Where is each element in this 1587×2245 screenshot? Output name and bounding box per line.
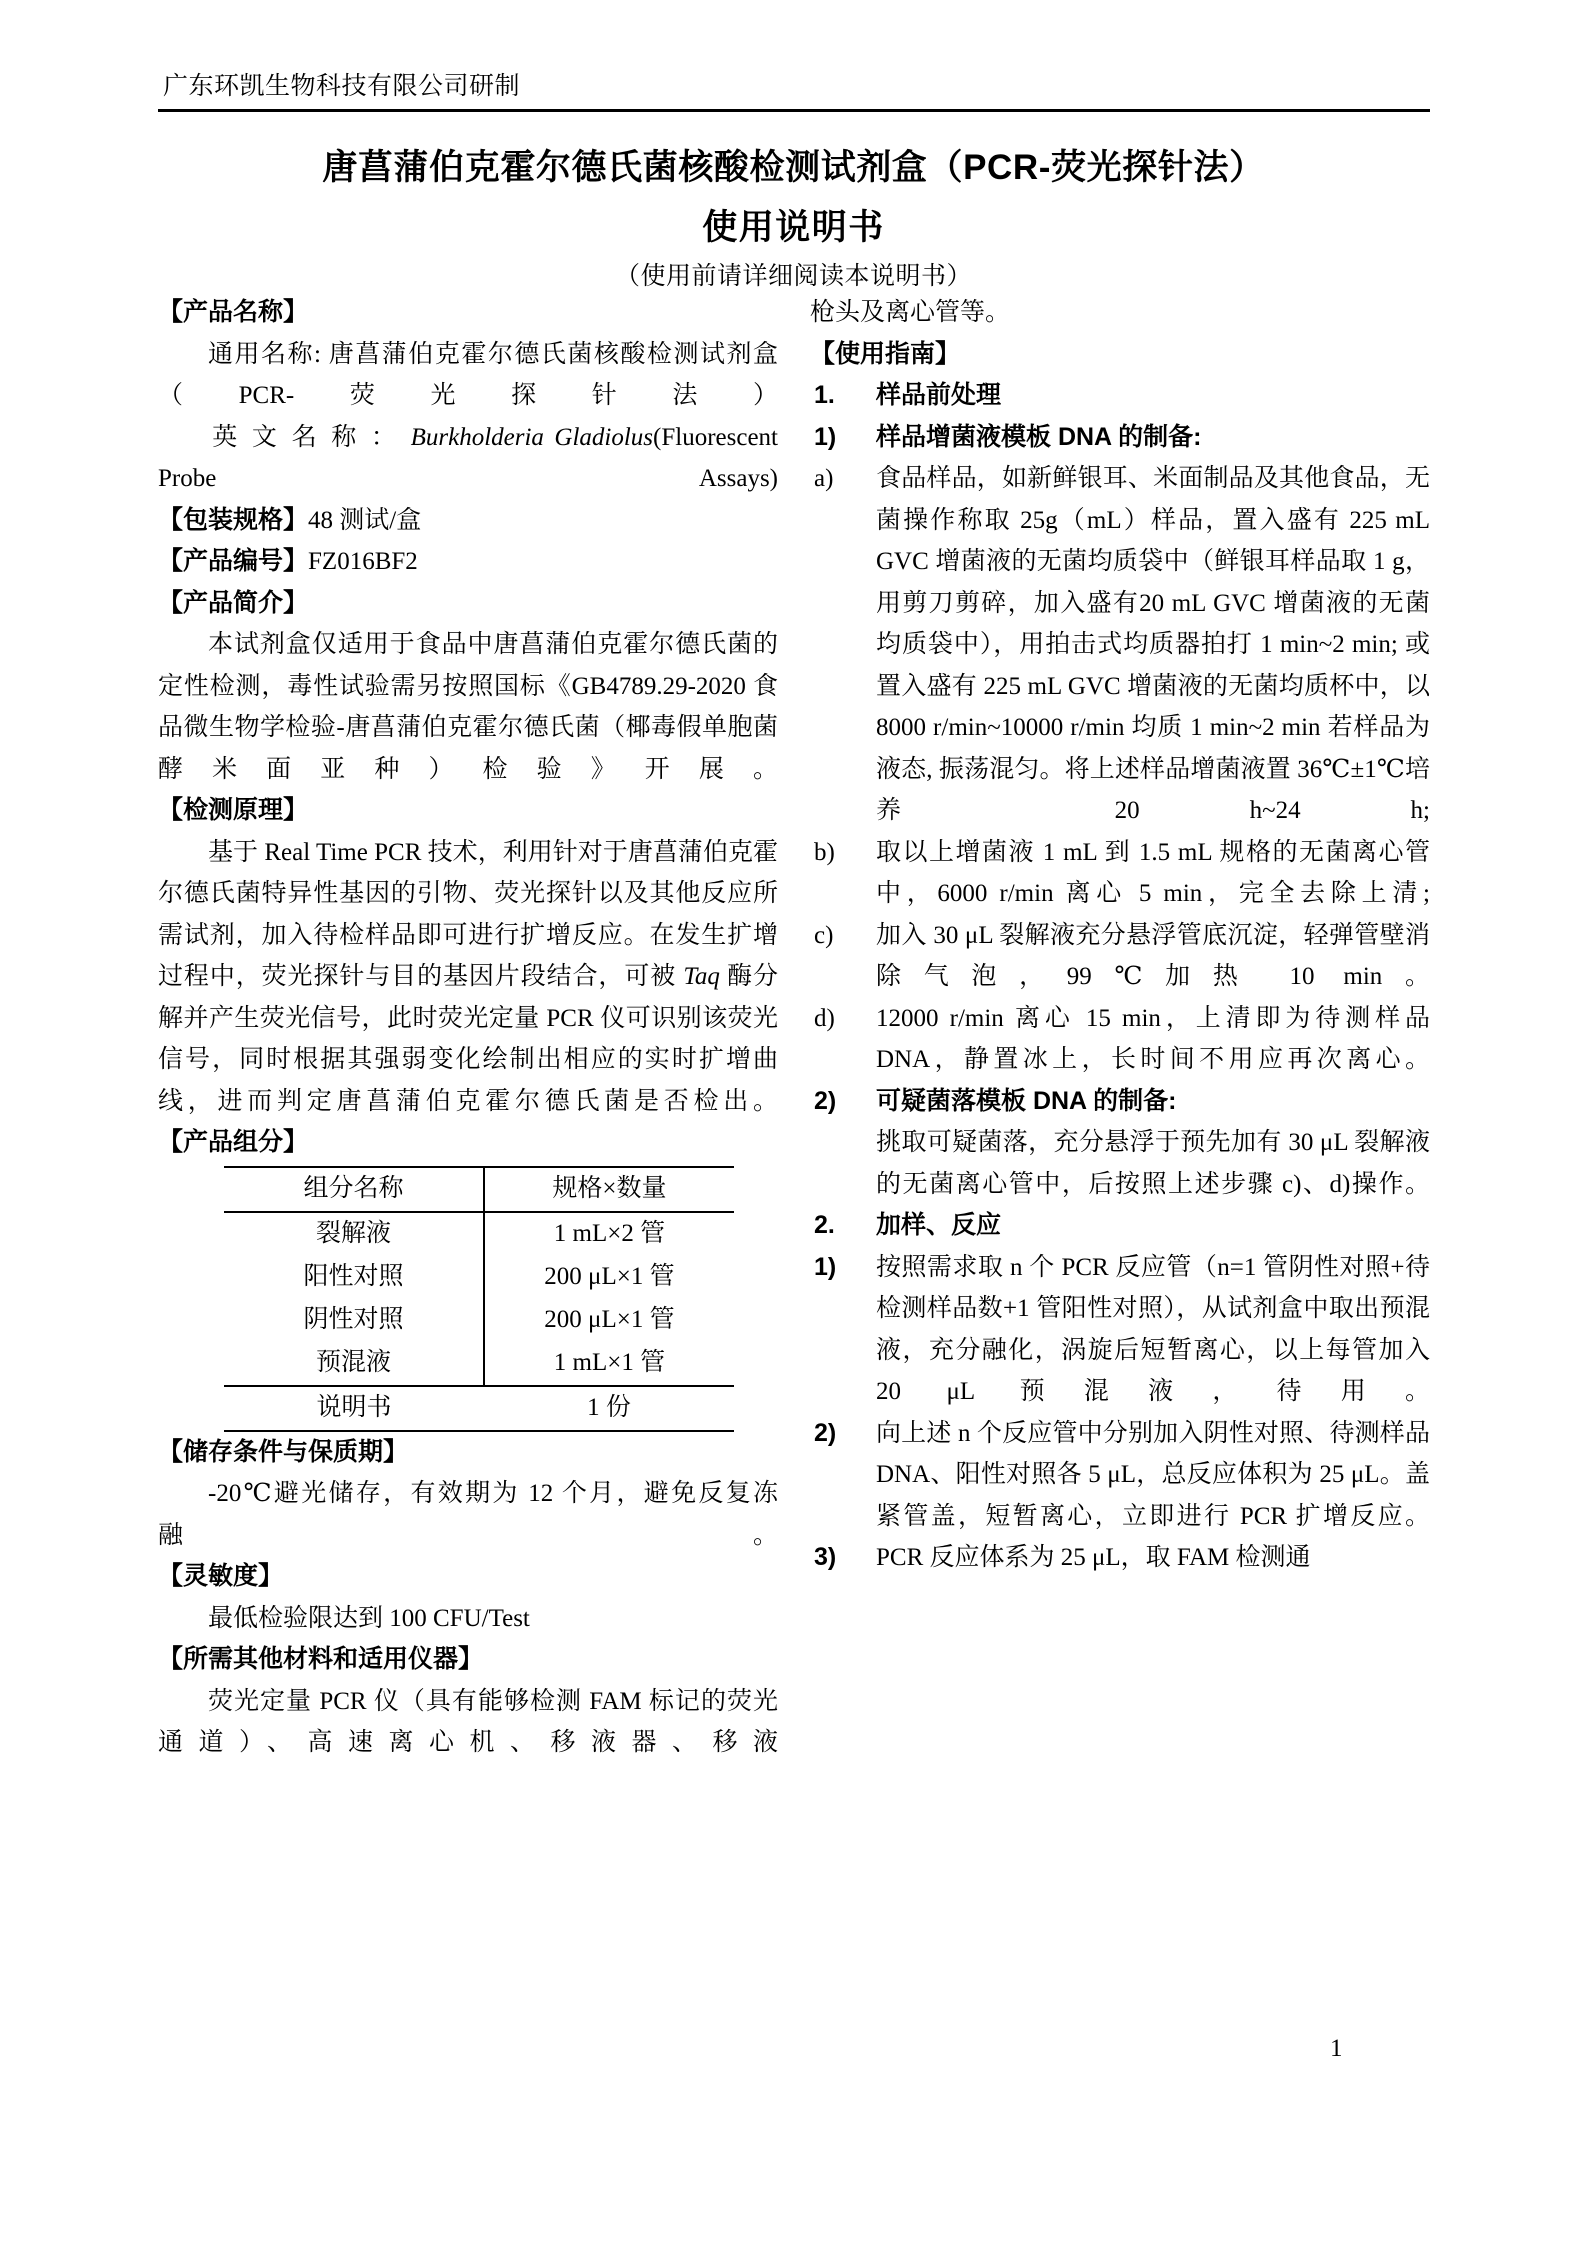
component-name: 预混液 <box>224 1342 484 1386</box>
materials-text: 荧光定量 PCR 仪（具有能够检测 FAM 标记的荧光通道）、高速离心机、移液器、移液 <box>158 1687 778 1756</box>
guide-subsection-1-2-number: 2) <box>814 1086 837 1115</box>
guide-item-d-marker: d) <box>814 1004 835 1032</box>
table-row <box>224 1212 734 1256</box>
page-note: （使用前请详细阅读本说明书） <box>614 263 972 290</box>
english-name-genus: Burkholderia <box>410 423 544 451</box>
guide-section-2-label: 加样、反应 <box>876 1211 1002 1239</box>
guide-subsection-1-1-number: 1) <box>814 422 837 451</box>
page-title: 唐菖蒲伯克霍尔德氏菌核酸检测试剂盒（PCR-荧光探针法） <box>322 148 1265 187</box>
english-name-label: 英 文 名 称 ： <box>208 423 401 451</box>
guide-subsection-1-2 <box>810 1081 1430 1123</box>
product-intro-text: 本试剂盒仅适用于食品中唐菖蒲伯克霍尔德氏菌的定性检测，毒性试验需另按照国标《GB4789.29-2020 食品微生物学检验-唐菖蒲伯克霍尔德氏菌（椰毒假单胞菌酵米面亚种）检验》开展。 <box>158 631 778 783</box>
table-row <box>224 1299 734 1342</box>
guide-step-3 <box>810 1537 1430 1579</box>
guide-section-2-number: 2. <box>814 1211 835 1239</box>
guide-item-b <box>810 832 1430 915</box>
section-heading-intro: 【产品简介】 <box>158 588 309 617</box>
guide-item-c-marker: c) <box>814 921 834 949</box>
english-name-suffix: (Fluorescent Probe Assays) <box>158 423 778 492</box>
component-spec: 200 μL×1 管 <box>544 1305 675 1333</box>
guide-item-c <box>810 915 1430 998</box>
guide-step-1-marker: 1) <box>814 1252 837 1281</box>
product-code-value: FZ016BF2 <box>308 548 418 575</box>
product-generic-name: 通用名称: 唐菖蒲伯克霍尔德氏菌核酸检测试剂盒（PCR-荧光探针法） <box>158 340 778 409</box>
section-heading-sensitivity: 【灵敏度】 <box>158 1562 284 1590</box>
guide-step-2 <box>810 1413 1430 1538</box>
section-heading-code: 【产品编号】 <box>158 547 309 575</box>
right-column <box>810 292 1430 1764</box>
left-column <box>158 292 778 1764</box>
guide-item-b-text: 取以上增菌液 1 mL 到 1.5 mL 规格的无菌离心管中，6000 r/min 离心 5 min，完全去除上清; <box>876 838 1430 907</box>
guide-subsection-1-1 <box>810 417 1430 459</box>
section-heading-storage: 【储存条件与保质期】 <box>158 1437 409 1466</box>
section-heading-product-name: 【产品名称】 <box>158 298 309 326</box>
principle-part-1: 基于 Real Time PCR 技术，利用针对于唐菖蒲伯克霍尔德氏菌特异性基因的引物、荧光探针以及其他反应所需试剂，加入待检样品即可进行扩增反应。在发生扩增过程中，荧光探针与目的基因片段结合，可被 <box>158 838 778 990</box>
guide-item-c-text: 加入 30 μL 裂解液充分悬浮管底沉淀，轻弹管壁消除气泡，99℃加热 10 min。 <box>876 921 1430 990</box>
page-header <box>158 70 1430 112</box>
materials-text-continued: 枪头及离心管等。 <box>810 299 1011 326</box>
packaging-spec <box>158 500 778 542</box>
guide-section-1-label: 样品前处理 <box>876 381 1002 409</box>
section-heading-composition: 【产品组分】 <box>158 1128 309 1156</box>
section-heading-spec: 【包装规格】 <box>158 505 309 534</box>
detection-principle-text <box>158 832 778 1123</box>
body-columns <box>158 292 1430 1764</box>
guide-step-1-text: 按照需求取 n 个 PCR 反应管（n=1 管阴性对照+待检测样品数+1 管阳性对照），从试剂盒中取出预混液，充分融化，涡旋后短暂离心，以上每管加入 20 μL 预混液，待用。 <box>876 1253 1430 1405</box>
section-heading-guide: 【使用指南】 <box>810 339 961 368</box>
guide-item-d <box>810 998 1430 1081</box>
guide-subsection-1-1-label: 样品增菌液模板 DNA 的制备: <box>876 422 1202 451</box>
storage-text: -20℃避光储存，有效期为 12 个月，避免反复冻融。 <box>158 1480 778 1549</box>
guide-item-a-text: 食品样品，如新鲜银耳、米面制品及其他食品，无菌操作称取 25g（mL）样品，置入盛有 225 mL GVC 增菌液的无菌均质袋中（鲜银耳样品取 1 g，用剪刀剪碎，加入盛有20 mL GVC 增菌液的无菌均质袋中），用拍击式均质器拍打 1 min~2 min; 或置入盛有 225 mL GVC 增菌液的无菌均质杯中，以 8000 r/min~10000 r/min 均质 1 min~2 min 若样品为液态, 振荡混匀。将上述样品增菌液置 36℃±1℃培养 20 h~24 h; <box>876 465 1430 824</box>
guide-subsection-1-2-body-row <box>810 1122 1430 1205</box>
column-header-spec: 规格×数量 <box>484 1167 734 1212</box>
composition-table <box>224 1166 734 1432</box>
component-name: 阳性对照 <box>224 1256 484 1299</box>
component-name: 裂解液 <box>224 1212 484 1256</box>
guide-item-d-text: 12000 r/min 离心 15 min，上清即为待测样品 DNA，静置冰上，长时间不用应再次离心。 <box>876 1004 1430 1073</box>
header-company-name: 广东环凯生物科技有限公司研制 <box>163 73 521 100</box>
guide-item-a <box>810 458 1430 832</box>
component-spec: 1 mL×2 管 <box>553 1219 666 1247</box>
product-code <box>158 541 778 583</box>
guide-step-2-text: 向上述 n 个反应管中分别加入阴性对照、待测样品 DNA、阳性对照各 5 μL，总反应体积为 25 μL。盖紧管盖，短暂离心，立即进行 PCR 扩增反应。 <box>876 1419 1430 1530</box>
page-subtitle: 使用说明书 <box>702 208 885 247</box>
table-row <box>224 1342 734 1386</box>
guide-section-1-number: 1. <box>814 381 835 409</box>
packaging-spec-value: 48 测试/盒 <box>308 506 422 534</box>
guide-step-3-text: PCR 反应体系为 25 μL，取 FAM 检测通 <box>876 1544 1311 1571</box>
table-header-row <box>224 1167 734 1212</box>
guide-step-3-marker: 3) <box>814 1543 837 1571</box>
header-divider <box>158 109 1430 112</box>
guide-step-1 <box>810 1247 1430 1413</box>
table-row-manual <box>224 1386 734 1431</box>
guide-item-a-marker: a) <box>814 465 834 492</box>
guide-subsection-1-2-body: 挑取可疑菌落，充分悬浮于预先加有 30 μL 裂解液的无菌离心管中，后按照上述步骤 c)、d)操作。 <box>876 1129 1430 1198</box>
product-english-name <box>158 417 778 500</box>
guide-item-b-marker: b) <box>814 838 835 866</box>
guide-subsection-1-2-label: 可疑菌落模板 DNA 的制备: <box>876 1086 1177 1115</box>
guide-step-2-marker: 2) <box>814 1418 837 1447</box>
principle-taq-enzyme: Taq <box>683 963 720 990</box>
component-name: 阴性对照 <box>224 1299 484 1342</box>
principle-part-2: 酶分解并产生荧光信号，此时荧光定量 PCR 仪可识别该荧光信号，同时根据其强弱变化绘制出相应的实时扩增曲线，进而判定唐菖蒲伯克霍尔德氏菌是否检出。 <box>158 963 778 1115</box>
component-spec: 200 μL×1 管 <box>544 1262 675 1290</box>
guide-section-1 <box>810 375 1430 417</box>
manual-name: 说明书 <box>224 1386 484 1431</box>
english-name-species: Gladiolus <box>554 423 654 451</box>
component-spec: 1 mL×1 管 <box>484 1342 734 1386</box>
manual-quantity: 1 份 <box>484 1386 734 1431</box>
guide-section-2 <box>810 1205 1430 1247</box>
section-heading-principle: 【检测原理】 <box>158 796 309 824</box>
table-row <box>224 1256 734 1299</box>
column-header-component: 组分名称 <box>224 1167 484 1212</box>
page-number: 1 <box>1330 2035 1343 2062</box>
section-heading-materials: 【所需其他材料和适用仪器】 <box>158 1645 484 1673</box>
sensitivity-text: 最低检验限达到 100 CFU/Test <box>208 1604 530 1632</box>
